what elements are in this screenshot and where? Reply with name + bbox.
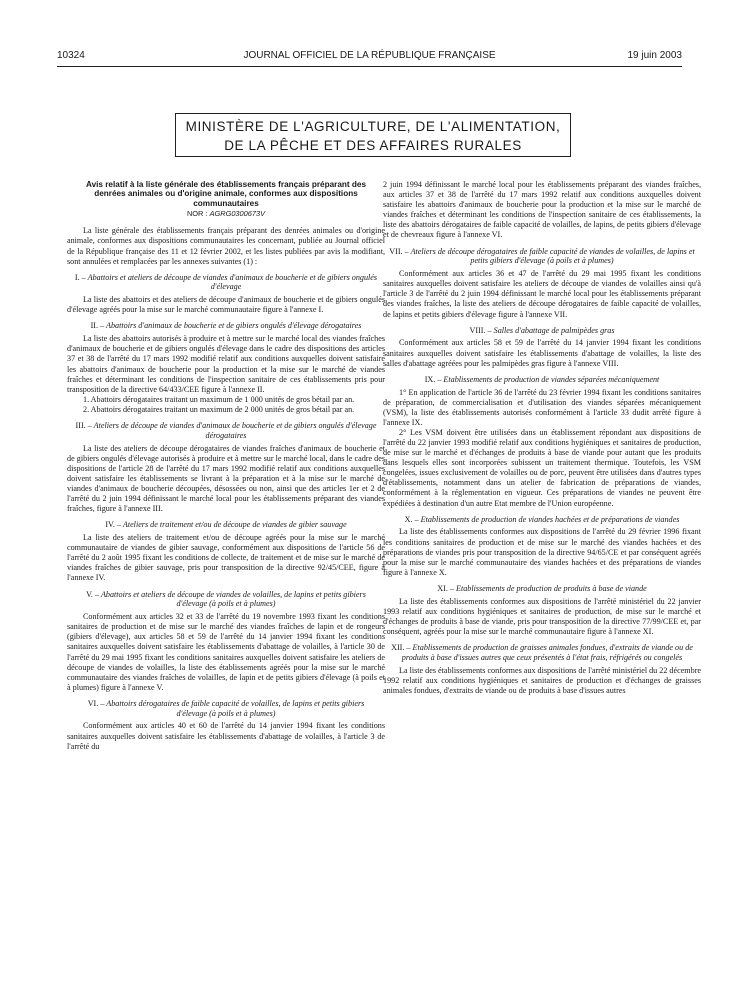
header-rule: [57, 66, 682, 67]
section-number: XI. –: [437, 583, 454, 593]
section-title: Etablissements de production de produits à base de viande: [455, 583, 647, 593]
section-title: Abattoirs et ateliers de découpe de viandes d'animaux de boucherie et de gibiers ongulés d'élevage: [87, 272, 378, 292]
section-heading-3: [73, 421, 379, 441]
nor-code: AGRG0300673V: [209, 209, 266, 219]
section-body-6: Conformément aux articles 40 et 60 de l'arrêté du 14 janvier 1994 fixant les conditions sanitaires auxquelles doivent satisfaire les établissements d'abattage de volailles, à l'article 3 de l'arrêté du: [67, 721, 385, 751]
section-title: Ateliers de découpe dérogataires de faible capacité de viandes de volailles, de lapins et petits gibiers d'élevage (à poils et à plumes): [410, 246, 695, 266]
section-title: Ateliers de découpe de viandes d'animaux de boucherie et de gibiers ongulés d'élevage dérogataires: [93, 421, 377, 440]
section-heading-11: [389, 584, 695, 594]
section-body-9-2: 2° Les VSM doivent être utilisées dans un établissement répondant aux dispositions de l'arrêté du 22 janvier 1993 modifié relatif aux conditions hygiéniques et sanitaires de production, de mise sur le marché et d'échanges de produits à base de viande pour autant que les produits dans lesquels elles sont incorporées subissent un traitement thermique. Toutefois, les VSM congelées, issues exclusivement de volailles ou de porc, peuvent être utilisées dans d'autres types d'établissements, notamment dans un atelier de fabrication de préparations de viandes, conformément à la réglementation en vigueur. Ces préparations de viandes ne peuvent être expédiées à destination d'un autre Etat membre de l'Union européenne.: [383, 427, 701, 508]
section-number: XII. –: [391, 643, 411, 653]
section-title: Ateliers de traitement et/ou de découpe de viandes de gibier sauvage: [122, 520, 347, 530]
section-body-11: La liste des établissements conformes aux dispositions de l'arrêté ministériel du 22 janvier 1993 relatif aux conditions hygiéniques et sanitaires de production, de mise sur le marché et d'échanges de produits à base de viande, pris pour transposition de la directive 77/99/CEE et, par conséquent, agréés pour la mise sur le marché communautaire figure à l'annexe XI.: [383, 596, 701, 636]
section-heading-4: [73, 520, 379, 530]
section-body-10: La liste des établissements conformes aux dispositions de l'arrêté du 29 février 1996 fixant les conditions sanitaires de production et de mise sur le marché des viandes hachées et des préparations de viandes pris pour transposition de la directive 94/65/CE et par conséquent agréés pour la mise sur le marché communautaire des viandes hachées et des préparations de viandes figure à l'annexe X.: [383, 527, 701, 577]
page-header: [57, 50, 682, 66]
section-title: Abattoirs et ateliers de découpe de viandes de volailles, de lapins et petits gibiers d'élevage (à poils et à plumes): [100, 589, 366, 609]
section-body-8: Conformément aux articles 58 et 59 de l'arrêté du 14 janvier 1994 fixant les conditions sanitaires auxquelles doivent satisfaire les établissements d'abattage de volailles, la liste des salles d'abattage agréées pour les palmipèdes gras figure à l'annexe VIII.: [383, 338, 701, 368]
section-title: Salles d'abattage de palmipèdes gras: [493, 325, 615, 335]
nor-label: NOR :: [186, 209, 208, 219]
ministry-line-1: MINISTÈRE DE L'AGRICULTURE, DE L'ALIMENTATION,: [185, 119, 561, 134]
section-body-5: Conformément aux articles 32 et 33 de l'arrêté du 19 novembre 1993 fixant les conditions sanitaires de production et de mise sur le marché des viandes fraîches de lapin et de rongeurs (gibiers d'élevage), aux articles 58 et 59 de l'arrêté du 14 janvier 1994 fixant les conditions sanitaires auxquelles doivent satisfaire les établissements d'abattage de volailles, à l'article 30 de l'arrêté du 29 mai 1995 fixant les conditions sanitaires auxquelles doivent satisfaire les ateliers de découpe de viandes de volailles, la liste des établissements agréés pour la mise sur le marché communautaire des viandes fraîches de volailles, de lapin et de petits gibiers d'élevage (à poils et à plumes) figure à l'annexe V.: [67, 612, 385, 692]
section-title: Abattoirs d'animaux de boucherie et de gibiers ongulés d'élevage dérogataires: [106, 321, 362, 331]
section-body-2: La liste des abattoirs autorisés à produire et à mettre sur le marché local des viandes fraîches d'animaux de boucherie et de gibiers ongulés d'élevage dans le cadre des dispositions des articles 37 et 38 de l'arrêté du 17 mars 1992 modifié relatif aux conditions auxquelles doivent satisfaire les abattoirs d'animaux de boucherie pour la production et la mise sur le marché de viandes fraîches et déterminant les conditions de l'inspection sanitaire de ces établissements pris pour transposition de la directive 64/433/CEE figure à l'annexe II.: [67, 334, 385, 394]
section-heading-5: [73, 590, 379, 610]
notice-intro: La liste générale des établissements français préparant des denrées animales ou d'origine animale, conformes aux dispositions communautaires les concernant, publiée au Journal officiel de la République française des 11 et 12 février 2002, et les listes publiées par avis la modifiant, sont annulées et remplacées par les annexes suivantes (1) :: [67, 226, 385, 266]
section-heading-2: [73, 321, 379, 331]
section-number: I. –: [74, 272, 86, 282]
section-2-item-2: 2. Abattoirs dérogataires traitant un maximum de 2 000 unités de gros bétail par an.: [83, 404, 355, 414]
section-number: II. –: [90, 321, 105, 331]
section-number: VIII. –: [469, 325, 492, 335]
section-heading-10: [389, 515, 695, 525]
section-body-12: La liste des établissements conformes aux dispositions de l'arrêté ministériel du 22 décembre 1992 relatif aux conditions hygiéniques et sanitaires de production et d'échanges de graisses animales fondues, d'extraits de viande ou de produits à base d'issues autres: [383, 665, 702, 695]
section-body-3: La liste des ateliers de découpe dérogataires de viandes fraîches d'animaux de boucherie et de gibiers ongulés d'élevage autorisés à produire et à mettre sur le marché local, dans le cadre des dispositions de l'article 28 de l'arrêté du 17 mars 1992 modifié relatif aux conditions auxquelles doivent satisfaire les établissements se livrant à la préparation et à la mise sur le marché de viandes d'animaux de boucherie découpées, désossées ou non, ainsi que des articles 1er et 2 de l'arrêté du 2 juin 1994 définissant le marché local pour les établissements préparant des viandes fraîches, figure à l'annexe III.: [67, 443, 385, 514]
publication-date: 19 juin 2003: [627, 50, 682, 61]
ministry-box: [175, 113, 571, 157]
section-title: Abattoirs dérogataires de faible capacité de volailles, de lapins et petits gibiers d'élevage (à poils et à plumes): [106, 698, 365, 718]
section-heading-9: [389, 375, 695, 385]
section-number: IX. –: [424, 374, 442, 384]
page-number: 10324: [57, 50, 85, 61]
section-body-1: La liste des abattoirs et des ateliers de découpe d'animaux de boucherie et de gibiers ongulés d'élevage agréés pour la mise sur le marché communautaire figure à l'annexe I.: [67, 295, 385, 315]
section-number: V. –: [86, 589, 100, 599]
section-heading-7: [389, 247, 695, 267]
section-body-7: Conformément aux articles 36 et 47 de l'arrêté du 29 mai 1995 fixant les conditions sanitaires auxquelles doivent satisfaire les ateliers de découpe de viandes de volailles ainsi qu'à l'article 3 de l'arrêté du 2 juin 1994 définissant le marché local pour les établissements préparant des viandes fraîches, la liste des ateliers de découpe dérogataires de faible capacité de volailles, de lapins et petits gibiers d'élevage figure à l'annexe VII.: [383, 269, 701, 319]
ministry-line-2: DE LA PÊCHE ET DES AFFAIRES RURALES: [224, 138, 522, 153]
section-number: X. –: [404, 514, 419, 524]
section-number: IV. –: [105, 520, 121, 530]
section-body-4: La liste des ateliers de traitement et/ou de découpe agréés pour la mise sur le marché communautaire de viandes de gibier sauvage, conformément aux dispositions de l'article 56 de l'arrêté du 2 août 1995 fixant les conditions de collecte, de traitement et de mise sur le marché de viandes fraîches de gibier sauvage, pris pour transposition de la directive 92/45/CEE, figure à l'annexe IV.: [67, 533, 385, 583]
section-number: VII. –: [389, 246, 409, 256]
section-heading-8: [389, 326, 695, 336]
section-heading-12: [389, 643, 695, 663]
nor-reference: [67, 209, 385, 219]
section-heading-6: [73, 699, 379, 719]
section-title: Etablissements de production de viandes séparées mécaniquement: [443, 374, 660, 384]
section-body-6-continued: 2 juin 1994 définissant le marché local pour les établissements préparant des viandes fraîches, aux articles 37 et 38 de l'arrêté du 17 mars 1992 relatif aux conditions auxquelles doivent satisfaire les abattoirs d'animaux de boucherie pour la production et la mise sur le marché de viandes fraîches et déterminant les conditions de l'inspection sanitaire de ces établissements, la liste des abattoirs dérogataires de faible capacité de volailles, de lapins, de petits gibiers d'élevage et de chevreaux figure à l'annexe VI.: [383, 180, 701, 240]
section-number: VI. –: [87, 698, 105, 708]
section-heading-1: [73, 273, 379, 293]
right-column: [383, 180, 701, 696]
section-title: Etablissements de production de graisses animales fondues, d'extraits de viande ou de produits à base d'issues autres que ceux présentés à l'état frais, réfrigérés ou congelés: [401, 643, 693, 662]
section-number: III. –: [75, 421, 92, 431]
section-title: Etablissements de production de viandes hachées et de préparations de viandes: [420, 514, 680, 524]
section-2-item-1: 1. Abattoirs dérogataires traitant un maximum de 1 000 unités de gros bétail par an.: [83, 394, 355, 404]
notice-title: Avis relatif à la liste générale des établissements français préparant des denrées animales ou d'origine animale, conformes aux dispositions communautaires: [85, 180, 367, 208]
left-column: [67, 180, 385, 752]
section-body-9-1: 1° En application de l'article 36 de l'arrêté du 23 février 1994 fixant les conditions sanitaires de préparation, de commercialisation et d'utilisation des viandes séparées mécaniquement (VSM), la liste des établissements autorisés conformément à l'article 33 dudit arrêté figure à l'annexe IX.: [383, 387, 701, 427]
journal-title: JOURNAL OFFICIEL DE LA RÉPUBLIQUE FRANÇAISE: [243, 50, 496, 61]
